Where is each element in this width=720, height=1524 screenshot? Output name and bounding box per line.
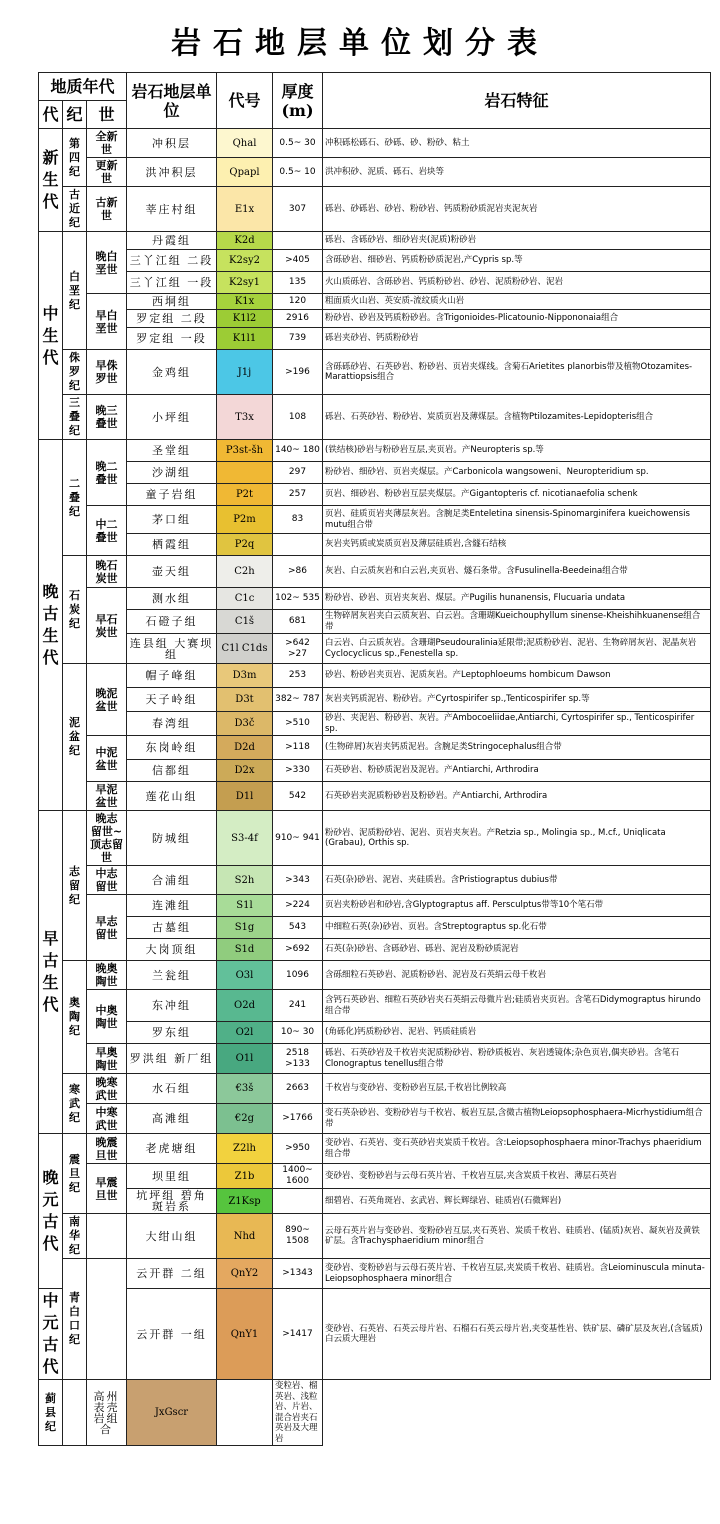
unit-cell: 童子岩组 (127, 484, 217, 506)
code-cell: QnY1 (217, 1289, 273, 1380)
description-cell: 白云岩、白云质灰岩。含珊瑚Pseudouralinia延限带;泥质粉砂岩、泥岩、生物碎屑灰岩、泥晶灰岩Cyclocyclicus sp.,Fenestella sp. (323, 634, 711, 664)
thickness-cell: >1417 (273, 1289, 323, 1380)
unit-cell: 圣堂组 (127, 440, 217, 462)
thickness-cell: >1343 (273, 1259, 323, 1289)
era-cell: 晚 元 古 代 (39, 1134, 63, 1289)
description-cell: 砾岩、含砾砂岩、细砂岩夹(泥质)粉砂岩 (323, 232, 711, 250)
epoch-cell: 晚石 炭世 (87, 556, 127, 588)
thickness-cell: 382~ 787 (273, 688, 323, 712)
thickness-cell: 307 (273, 187, 323, 232)
epoch-cell: 早侏 罗世 (87, 350, 127, 395)
unit-cell: 罗定组 一段 (127, 328, 217, 350)
description-cell: 千枚岩与变砂岩、变粉砂岩互层,千枚岩比例较高 (323, 1074, 711, 1104)
epoch-cell: 早石 炭世 (87, 588, 127, 664)
unit-cell: 连滩组 (127, 895, 217, 917)
description-cell: 页岩、细砂岩、粉砂岩互层夹煤层。产Gigantopteris cf. nicotianaefolia schenk (323, 484, 711, 506)
unit-cell: 大岗顶组 (127, 939, 217, 961)
unit-cell: 高州表壳岩组合 (87, 1380, 127, 1446)
table-row (39, 1022, 711, 1044)
thickness-cell: 257 (273, 484, 323, 506)
unit-cell: 天子岭组 (127, 688, 217, 712)
unit-cell: 兰瓮组 (127, 961, 217, 990)
code-cell: T3x (217, 395, 273, 440)
thickness-cell: >330 (273, 760, 323, 782)
description-cell: 变砂岩、石英岩、变石英砂岩夹炭质千枚岩。含:Leiopsophosphaera minor-Trachys phaeridium组合带 (323, 1134, 711, 1164)
unit-cell: 连县组 大赛坝组 (127, 634, 217, 664)
unit-cell: 高滩组 (127, 1104, 217, 1134)
thickness-cell: 108 (273, 395, 323, 440)
code-cell: Qhal (217, 129, 273, 158)
unit-cell: 罗洪组 新厂组 (127, 1044, 217, 1074)
epoch-cell: 晚白 垩世 (87, 232, 127, 294)
description-cell: 中细粒石英(杂)砂岩、页岩。含Streptograptus sp.化石带 (323, 917, 711, 939)
epoch-cell: 古新 世 (87, 187, 127, 232)
description-cell: 变砂岩、石英岩、石英云母片岩、石榴石石英云母片岩,夹变基性岩、铁矿层、磷矿层及灰岩,(含锰质)白云质大理岩 (323, 1289, 711, 1380)
thickness-cell: 120 (273, 294, 323, 310)
description-cell: 含砾砂岩、细砂岩、钙质粉砂质泥岩,产Cypris sp.等 (323, 250, 711, 272)
unit-cell: 西垌组 (127, 294, 217, 310)
table-row (39, 187, 711, 232)
thickness-cell: 135 (273, 272, 323, 294)
table-row (39, 272, 711, 294)
description-cell: 云母石英片岩与变砂岩、变粉砂岩互层,夹石英岩、炭质千枚岩、硅质岩、(锰质)灰岩、凝灰岩及黄铁矿层。含Trachysphaeridium minor组合 (323, 1214, 711, 1259)
period-cell: 侏 罗 纪 (63, 350, 87, 395)
code-cell: K2sy2 (217, 250, 273, 272)
table-row (39, 782, 711, 811)
code-cell: S1g (217, 917, 273, 939)
code-cell (217, 462, 273, 484)
unit-cell: 丹霞组 (127, 232, 217, 250)
table-row (39, 1074, 711, 1104)
table-row (39, 232, 711, 250)
code-cell: Qpapl (217, 158, 273, 187)
description-cell: 砾岩、石英砂岩及千枚岩夹泥质粉砂岩、粉砂质板岩、灰岩透镜体;杂色页岩,偶夹砂岩。含笔石Clonograptus tenellus组合带 (323, 1044, 711, 1074)
unit-cell: 金鸡组 (127, 350, 217, 395)
period-cell: 蓟 县 纪 (39, 1380, 63, 1446)
code-cell: O2d (217, 990, 273, 1022)
unit-cell: 冲积层 (127, 129, 217, 158)
unit-cell: 石磴子组 (127, 610, 217, 634)
description-cell: (铁结核)砂岩与粉砂岩互层,夹页岩。产Neuropteris sp.等 (323, 440, 711, 462)
epoch-cell: 全新 世 (87, 129, 127, 158)
table-row (39, 310, 711, 328)
thickness-cell: 83 (273, 506, 323, 534)
code-cell: K1l1 (217, 328, 273, 350)
epoch-cell: 中奥 陶世 (87, 990, 127, 1044)
period-cell: 南 华 纪 (63, 1214, 87, 1259)
table-row (39, 294, 711, 310)
strata-body (38, 128, 711, 1446)
epoch-cell: 晚二 叠世 (87, 440, 127, 506)
unit-cell: 栖霞组 (127, 534, 217, 556)
unit-header: 岩石地层单位 (127, 73, 217, 129)
code-cell: C1l C1ds (217, 634, 273, 664)
thickness-cell (273, 1189, 323, 1214)
epoch-cell: 晚寒 武世 (87, 1074, 127, 1104)
era-cell: 晚 古 生 代 (39, 440, 63, 811)
description-cell: 粉砂岩、泥质粉砂岩、泥岩、页岩夹灰岩。产Retzia sp., Molingia sp., M.cf., Uniqlicata (Grabau), Orthis sp. (323, 811, 711, 866)
code-cell: E1x (217, 187, 273, 232)
table-row (39, 484, 711, 506)
code-cell: C2h (217, 556, 273, 588)
table-row (39, 610, 711, 634)
geo-age-header: 地质年代 (39, 73, 127, 101)
era-cell: 中 元 古 代 (39, 1289, 63, 1380)
unit-cell: 三丫江组 一段 (127, 272, 217, 294)
table-row (39, 250, 711, 272)
thickness-header: 厚度 (m) (273, 73, 323, 129)
description-cell: 变石英杂砂岩、变粉砂岩与千枚岩、板岩互层,含微古植物Leiopsophosphaera-Micrhystidium组合带 (323, 1104, 711, 1134)
unit-cell: 合浦组 (127, 866, 217, 895)
code-cell: O3l (217, 961, 273, 990)
description-cell: 砾岩夹砂岩、钙质粉砂岩 (323, 328, 711, 350)
description-cell: 砂岩、夹泥岩、粉砂岩、灰岩。产Ambocoeliidae,Antiarchi, Cyrtospirifer sp., Tenticospirifer sp. (323, 712, 711, 736)
era-header: 代 (39, 101, 63, 129)
table-row (39, 664, 711, 688)
unit-cell: 水石组 (127, 1074, 217, 1104)
description-cell: 砾岩、石英砂岩、粉砂岩、炭质页岩及薄煤层。含植物Ptilozamites-Lepidopteris组合 (323, 395, 711, 440)
code-cell: J1j (217, 350, 273, 395)
table-row (39, 990, 711, 1022)
unit-cell: 罗定组 二段 (127, 310, 217, 328)
description-cell: 页岩夹粉砂岩和砂岩,含Glyptograptus aff. Persculptus带等10个笔石带 (323, 895, 711, 917)
epoch-cell: 晚志 留世~顶志留世 (87, 811, 127, 866)
period-cell: 白 垩 纪 (63, 232, 87, 350)
thickness-cell: >343 (273, 866, 323, 895)
description-cell: 灰岩夹钙质泥岩、粉砂岩。产Cyrtospirifer sp.,Tenticospirifer sp.等 (323, 688, 711, 712)
table-row (39, 712, 711, 736)
description-cell: 含砾砾砂岩、石英砂岩、粉砂岩、页岩夹煤线。含菊石Arietites planorbis带及植物Otozamites-Marattiopsis组合 (323, 350, 711, 395)
description-cell: 火山质砾岩、含砾砂岩、钙质粉砂岩、砂岩、泥质粉砂岩、泥岩 (323, 272, 711, 294)
thickness-cell: 0.5~ 30 (273, 129, 323, 158)
thickness-cell: >1766 (273, 1104, 323, 1134)
code-cell: C1š (217, 610, 273, 634)
epoch-header: 世 (87, 101, 127, 129)
epoch-cell: 早泥 盆世 (87, 782, 127, 811)
unit-cell: 洪冲积层 (127, 158, 217, 187)
thickness-cell: >224 (273, 895, 323, 917)
epoch-cell (87, 1214, 127, 1259)
code-cell: €2g (217, 1104, 273, 1134)
table-row (39, 1189, 711, 1214)
description-cell: 冲积砾松砾石、砂砾、砂、粉砂、粘土 (323, 129, 711, 158)
thickness-cell (217, 1380, 273, 1446)
table-row (39, 688, 711, 712)
code-cell: D2x (217, 760, 273, 782)
code-cell: K2d (217, 232, 273, 250)
code-cell: K2sy1 (217, 272, 273, 294)
thickness-cell: 681 (273, 610, 323, 634)
strata-table (38, 72, 711, 129)
table-row (39, 917, 711, 939)
code-cell: K1l2 (217, 310, 273, 328)
thickness-cell: >405 (273, 250, 323, 272)
thickness-cell: 739 (273, 328, 323, 350)
code-cell: K1x (217, 294, 273, 310)
thickness-cell: 0.5~ 10 (273, 158, 323, 187)
epoch-cell: 晚三 叠世 (87, 395, 127, 440)
code-cell: D3č (217, 712, 273, 736)
thickness-cell: 910~ 941 (273, 811, 323, 866)
epoch-cell: 早震 旦世 (87, 1164, 127, 1214)
code-cell: QnY2 (217, 1259, 273, 1289)
table-row (39, 129, 711, 158)
table-row (39, 395, 711, 440)
unit-cell: 帽子峰组 (127, 664, 217, 688)
description-cell: 页岩、硅质页岩夹薄层灰岩。含腕足类Enteletina sinensis-Spinomarginifera kueichowensis mutu组合带 (323, 506, 711, 534)
thickness-cell: 1096 (273, 961, 323, 990)
thickness-cell: 10~ 30 (273, 1022, 323, 1044)
epoch-cell: 早白 垩世 (87, 294, 127, 350)
description-cell: 生物碎屑灰岩夹白云质灰岩、白云岩。含珊瑚Kueichouphyllum sinense-Kheishihkuanense组合带 (323, 610, 711, 634)
unit-cell: 沙湖组 (127, 462, 217, 484)
description-cell: 洪冲积砂、泥质、砾石、岩块等 (323, 158, 711, 187)
epoch-cell (87, 1259, 127, 1380)
period-cell: 第 四 纪 (63, 129, 87, 187)
unit-cell: 小坪组 (127, 395, 217, 440)
epoch-cell: 晚泥 盆世 (87, 664, 127, 736)
epoch-cell: 晚震 旦世 (87, 1134, 127, 1164)
unit-cell: 云开群 一组 (127, 1289, 217, 1380)
thickness-cell: 543 (273, 917, 323, 939)
code-header: 代号 (217, 73, 273, 129)
thickness-cell: >950 (273, 1134, 323, 1164)
code-cell: JxGscr (127, 1380, 217, 1446)
description-cell: 变粒岩、榴英岩、浅粒岩、片岩、混合岩夹石英岩及大理岩 (273, 1380, 323, 1446)
table-row (39, 961, 711, 990)
code-cell: O2l (217, 1022, 273, 1044)
table-row (39, 350, 711, 395)
unit-cell: 东岗岭组 (127, 736, 217, 760)
code-cell: S1d (217, 939, 273, 961)
era-cell: 早 古 生 代 (39, 811, 63, 1134)
epoch-cell: 早奥 陶世 (87, 1044, 127, 1074)
unit-cell: 老虎塘组 (127, 1134, 217, 1164)
code-cell: Z1Ksp (217, 1189, 273, 1214)
thickness-cell: 297 (273, 462, 323, 484)
description-cell: 变砂岩、变粉砂岩与云母石英片岩、千枚岩互层,夹炭质千枚岩、硅质岩。含Leiominuscula minuta-Leiopsophosphaera minor组合 (323, 1259, 711, 1289)
description-cell: 粗面质火山岩、英安质-流纹质火山岩 (323, 294, 711, 310)
description-cell: 砾岩、砂砾岩、砂岩、粉砂岩、钙质粉砂质泥岩夹泥灰岩 (323, 187, 711, 232)
period-cell: 志 留 纪 (63, 811, 87, 961)
code-cell: D3t (217, 688, 273, 712)
thickness-cell: 102~ 535 (273, 588, 323, 610)
code-cell: P2t (217, 484, 273, 506)
code-cell: C1c (217, 588, 273, 610)
epoch-cell: 中志 留世 (87, 866, 127, 895)
unit-cell: 茅口组 (127, 506, 217, 534)
thickness-cell: >642 >27 (273, 634, 323, 664)
thickness-cell: 890~ 1508 (273, 1214, 323, 1259)
table-row (39, 1044, 711, 1074)
epoch-cell: 晚奥 陶世 (87, 961, 127, 990)
unit-cell: 东冲组 (127, 990, 217, 1022)
table-row (39, 811, 711, 866)
unit-cell: 莲花山组 (127, 782, 217, 811)
thickness-cell: 140~ 180 (273, 440, 323, 462)
unit-cell: 罗东组 (127, 1022, 217, 1044)
unit-cell: 大绀山组 (127, 1214, 217, 1259)
code-cell: €3š (217, 1074, 273, 1104)
table-row (39, 440, 711, 462)
table-row (39, 1164, 711, 1189)
period-cell: 奥 陶 纪 (63, 961, 87, 1074)
description-cell: 含钙石英砂岩、细粒石英砂岩夹石英绢云母微片岩;硅质岩夹页岩。含笔石Didymograptus hirundo组合带 (323, 990, 711, 1022)
period-cell: 二 叠 纪 (63, 440, 87, 556)
epoch-cell (63, 1380, 87, 1446)
table-row (39, 506, 711, 534)
description-cell: 粉砂岩、砂岩及钙质粉砂岩。含Trigonioides-Plicatounio-Nippononaia组合 (323, 310, 711, 328)
period-cell: 石 炭 纪 (63, 556, 87, 664)
thickness-cell: >510 (273, 712, 323, 736)
code-cell: P2m (217, 506, 273, 534)
unit-cell: 云开群 二组 (127, 1259, 217, 1289)
table-row (39, 1289, 711, 1380)
code-cell: S1l (217, 895, 273, 917)
table-row (39, 158, 711, 187)
code-cell: P3st-šh (217, 440, 273, 462)
description-cell: 灰岩、白云质灰岩和白云岩,夹页岩、燧石条带。含Fusulinella-Beedeina组合带 (323, 556, 711, 588)
epoch-cell: 中寒 武世 (87, 1104, 127, 1134)
period-cell: 青 白 口 纪 (63, 1259, 87, 1380)
thickness-cell: >118 (273, 736, 323, 760)
unit-cell: 坑坪组 碧角 斑岩系 (127, 1189, 217, 1214)
code-cell: D3m (217, 664, 273, 688)
period-cell: 三 叠 纪 (63, 395, 87, 440)
thickness-cell: 2916 (273, 310, 323, 328)
unit-cell: 莘庄村组 (127, 187, 217, 232)
epoch-cell: 更新 世 (87, 158, 127, 187)
table-row (39, 939, 711, 961)
thickness-cell: 542 (273, 782, 323, 811)
description-cell: 含砾细粒石英砂岩、泥质粉砂岩、泥岩及石英绢云母千枚岩 (323, 961, 711, 990)
unit-cell: 防城组 (127, 811, 217, 866)
period-cell: 泥 盆 纪 (63, 664, 87, 811)
table-row (39, 1214, 711, 1259)
unit-cell: 古墓组 (127, 917, 217, 939)
table-row (39, 634, 711, 664)
thickness-cell: >692 (273, 939, 323, 961)
description-cell: 石英砂岩、粉砂质泥岩及泥岩。产Antiarchi, Arthrodira (323, 760, 711, 782)
epoch-cell: 早志 留世 (87, 895, 127, 961)
thickness-cell: 2663 (273, 1074, 323, 1104)
thickness-cell (273, 232, 323, 250)
description-cell: 石英(杂)砂岩、泥岩、夹硅质岩。含Pristiograptus dubius带 (323, 866, 711, 895)
table-row (39, 736, 711, 760)
period-header: 纪 (63, 101, 87, 129)
table-row (39, 462, 711, 484)
epoch-cell: 中二 叠世 (87, 506, 127, 556)
table-row (39, 1134, 711, 1164)
table-row (39, 1380, 711, 1446)
code-cell: S3-4f (217, 811, 273, 866)
table-row (39, 895, 711, 917)
thickness-cell: 2518 >133 (273, 1044, 323, 1074)
table-row (39, 556, 711, 588)
unit-cell: 坝里组 (127, 1164, 217, 1189)
period-cell: 古 近 纪 (63, 187, 87, 232)
period-cell: 寒 武 纪 (63, 1074, 87, 1134)
description-cell: (角砾化)钙质粉砂岩、泥岩、钙质硅质岩 (323, 1022, 711, 1044)
description-cell: 砂岩、粉砂岩夹页岩、泥质灰岩。产Leptophloeums hombicum Dawson (323, 664, 711, 688)
description-cell: 灰岩夹钙质或炭质页岩及薄层硅质岩,含燧石结核 (323, 534, 711, 556)
table-row (39, 866, 711, 895)
era-cell: 新 生 代 (39, 129, 63, 232)
thickness-cell: 241 (273, 990, 323, 1022)
table-row (39, 534, 711, 556)
unit-cell: 信都组 (127, 760, 217, 782)
table-row (39, 1259, 711, 1289)
description-cell: 石英(杂)砂岩、含砾砂岩、砾岩、泥岩及粉砂质泥岩 (323, 939, 711, 961)
thickness-cell: 253 (273, 664, 323, 688)
features-header: 岩石特征 (323, 73, 711, 129)
era-cell: 中 生 代 (39, 232, 63, 440)
unit-cell: 测水组 (127, 588, 217, 610)
table-row (39, 588, 711, 610)
description-cell: 细碧岩、石英角斑岩、玄武岩、辉长辉绿岩、硅质岩(石微辉岩) (323, 1189, 711, 1214)
thickness-cell: >196 (273, 350, 323, 395)
description-cell: 粉砂岩、细砂岩、页岩夹煤层。产Carbonicola wangsoweni、Neuropteridium sp. (323, 462, 711, 484)
code-cell: P2q (217, 534, 273, 556)
epoch-cell: 中泥 盆世 (87, 736, 127, 782)
code-cell: Z1b (217, 1164, 273, 1189)
code-cell: Nhd (217, 1214, 273, 1259)
thickness-cell: >86 (273, 556, 323, 588)
unit-cell: 壶天组 (127, 556, 217, 588)
description-cell: 石英砂岩夹泥质粉砂岩及粉砂岩。产Antiarchi, Arthrodira (323, 782, 711, 811)
description-cell: (生物碎屑)灰岩夹钙质泥岩。含腕足类Stringocephalus组合带 (323, 736, 711, 760)
code-cell: Z2lh (217, 1134, 273, 1164)
code-cell: O1l (217, 1044, 273, 1074)
description-cell: 变砂岩、变粉砂岩与云母石英片岩、千枚岩互层,夹含炭质千枚岩、薄层石英岩 (323, 1164, 711, 1189)
code-cell: D1l (217, 782, 273, 811)
thickness-cell (273, 534, 323, 556)
description-cell: 粉砂岩、砂岩、页岩夹灰岩、煤层。产Pugilis hunanensis, Flucuaria undata (323, 588, 711, 610)
table-row (39, 1104, 711, 1134)
period-cell: 震 旦 纪 (63, 1134, 87, 1214)
unit-cell: 三丫江组 二段 (127, 250, 217, 272)
table-row (39, 760, 711, 782)
thickness-cell: 1400~ 1600 (273, 1164, 323, 1189)
code-cell: S2h (217, 866, 273, 895)
code-cell: D2d (217, 736, 273, 760)
table-row (39, 328, 711, 350)
unit-cell: 春湾组 (127, 712, 217, 736)
page-title: 岩石地层单位划分表 (171, 26, 549, 61)
